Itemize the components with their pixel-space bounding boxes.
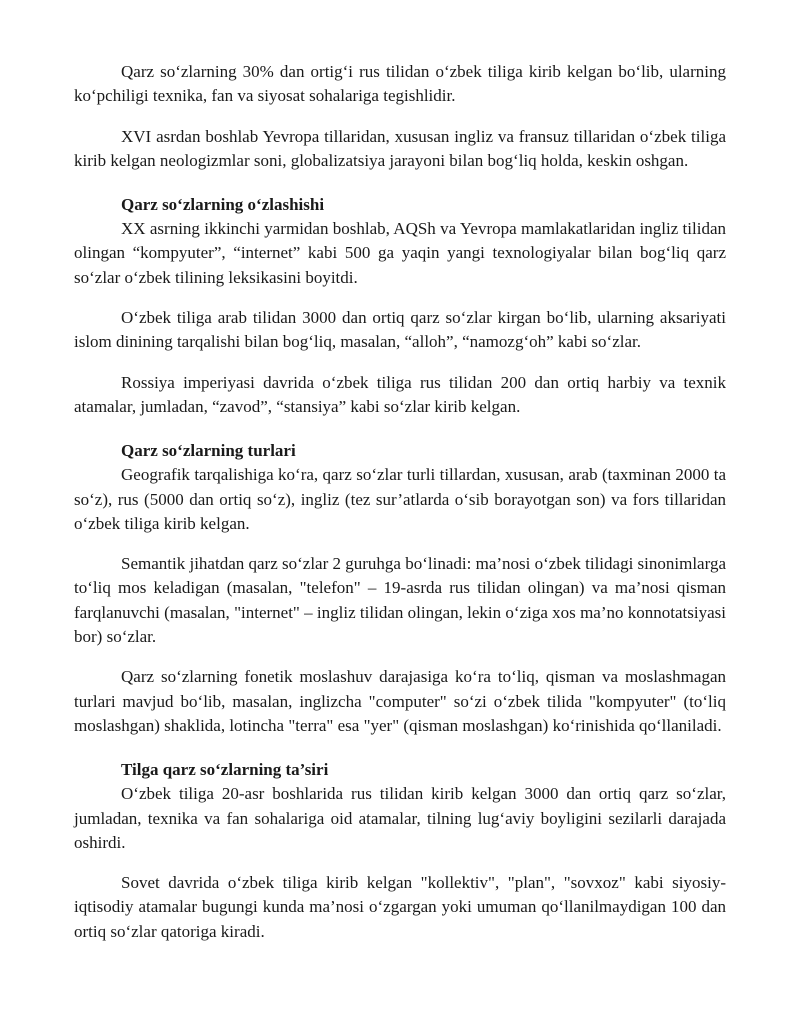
paragraph-lexical-enrichment: O‘zbek tiliga 20-asr boshlarida rus tilidan kirib kelgan 3000 dan ortiq qarz so‘zlar, jumladan, texnika va fan sohalariga oid atamalar, tilning lug‘aviy boyligini sezilarli darajada oshirdi. — [74, 784, 726, 852]
paragraph-phonetic-types: Qarz so‘zlarning fonetik moslashuv darajasiga ko‘ra to‘liq, qisman va moslashmagan turlari mavjud bo‘lib, masalan, inglizcha "computer" so‘zi o‘zbek tilida "kompyuter" (to‘liq moslashgan) shaklida, lotincha "terra" esa "yer" (qisman moslashgan) ko‘rinishida qo‘llaniladi. — [74, 667, 726, 735]
paragraph-geographic-types: Geografik tarqalishiga ko‘ra, qarz so‘zlar turli tillardan, xususan, arab (taxminan 2000 ta so‘z), rus (5000 dan ortiq so‘z), ingliz (tez sur’atlarda o‘sib borayotgan son) va fors tillaridan o‘zbek tiliga kirib kelgan. — [74, 465, 726, 533]
paragraph-russian-empire-loanwords: Rossiya imperiyasi davrida o‘zbek tiliga rus tilidan 200 dan ortiq harbiy va texnik atamalar, jumladan, “zavod”, “stansiya” kabi so‘zlar kirib kelgan. — [74, 372, 726, 416]
paragraph-neologisms: XVI asrdan boshlab Yevropa tillaridan, xususan ingliz va fransuz tillaridan o‘zbek tiliga kirib kelgan neologizmlar soni, globalizatsiya jarayoni bilan bog‘liq holda, keskin oshgan. — [74, 126, 726, 170]
section-heading-types: Qarz so‘zlarning turlari — [121, 441, 296, 461]
paragraph-loanword-share: Qarz so‘zlarning 30% dan ortig‘i rus tilidan o‘zbek tiliga kirib kelgan bo‘lib, ularning ko‘pchiligi texnika, fan va siyosat sohalariga tegishlidir. — [74, 62, 726, 106]
paragraph-semantic-types: Semantik jihatdan qarz so‘zlar 2 guruhga bo‘linadi: ma’nosi o‘zbek tilidagi sinonimlarga to‘liq mos keladigan (masalan, "telefon" – 19-asrda rus tilidan olingan) va ma’nosi qisman farqlanuvchi (masalan, "internet" – ingliz tilidan olingan, lekin o‘ziga xos ma’no konnotatsiyasi bor) so‘zlar. — [74, 554, 726, 647]
paragraph-soviet-terms: Sovet davrida o‘zbek tiliga kirib kelgan "kollektiv", "plan", "sovxoz" kabi siyosiy-iqtisodiy atamalar bugungi kunda ma’nosi o‘zgargan yoki umuman qo‘llanilmaydigan 100 dan ortiq so‘zlar qatoriga kiradi. — [74, 873, 726, 941]
section-heading-assimilation: Qarz so‘zlarning o‘zlashishi — [121, 195, 325, 215]
paragraph-arabic-loanwords: O‘zbek tiliga arab tilidan 3000 dan ortiq qarz so‘zlar kirgan bo‘lib, ularning aksariyati islom dinining tarqalishi bilan bog‘liq, masalan, “alloh”, “namozg‘oh” kabi so‘zlar. — [74, 308, 726, 352]
paragraph-english-loanwords: XX asrning ikkinchi yarmidan boshlab, AQSh va Yevropa mamlakatlaridan ingliz tilidan olingan “kompyuter”, “internet” kabi 500 ga yaqin yangi texnologiyalar bilan bog‘liq qarz so‘zlar o‘zbek tilining leksikasini boyitdi. — [74, 219, 726, 287]
section-heading-influence: Tilga qarz so‘zlarning ta’siri — [121, 760, 329, 780]
